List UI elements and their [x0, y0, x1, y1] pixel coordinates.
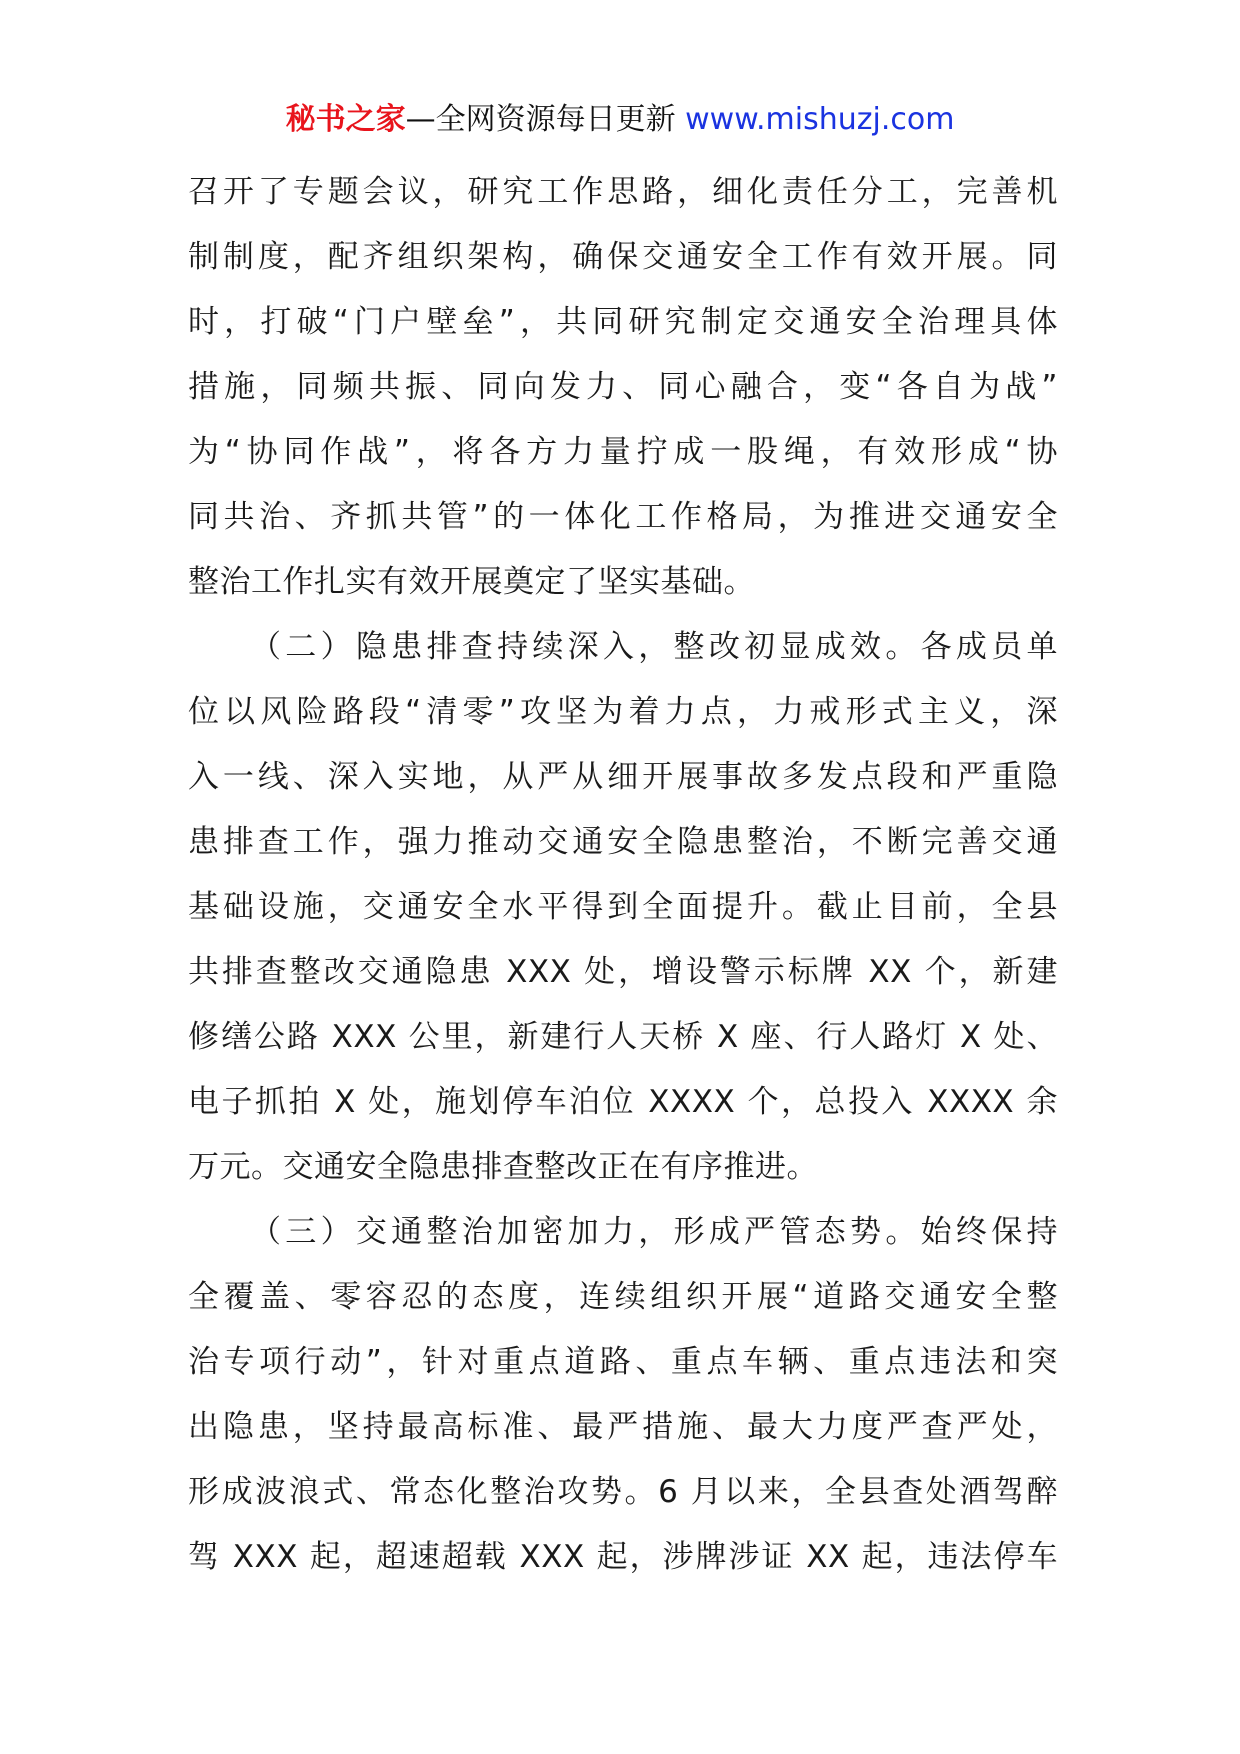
text-line: 出隐患，坚持最高标准、最严措施、最大力度严查严处，	[188, 1409, 1058, 1445]
text-line: 位以风险路段“清零”攻坚为着力点，力戒形式主义，深	[188, 694, 1058, 730]
text-line: 措施，同频共振、同向发力、同心融合，变“各自为战”	[188, 369, 1058, 405]
text-line: 万元。交通安全隐患排查整改正在有序推进。	[188, 1149, 818, 1185]
page-header	[0, 100, 1240, 140]
text-line: 入一线、深入实地，从严从细开展事故多发点段和严重隐	[188, 759, 1058, 795]
text-line: 同共治、齐抓共管”的一体化工作格局，为推进交通安全	[188, 499, 1058, 535]
text-line: 制制度，配齐组织架构，确保交通安全工作有效开展。同	[188, 239, 1058, 275]
text-line: 整治工作扎实有效开展奠定了坚实基础。	[188, 564, 755, 600]
paragraph-heading-2: （二）隐患排查持续深入，整改初显成效。各成员单	[250, 629, 1058, 665]
text-line: 治专项行动”，针对重点道路、重点车辆、重点违法和突	[188, 1344, 1058, 1380]
paragraph-heading-3: （三）交通整治加密加力，形成严管态势。始终保持	[250, 1214, 1058, 1250]
text-line: 基础设施，交通安全水平得到全面提升。截止目前，全县	[188, 889, 1058, 925]
text-line: 时，打破“门户壁垒”，共同研究制定交通安全治理具体	[188, 304, 1058, 340]
document-body	[188, 160, 1058, 1590]
website-url[interactable]: www.mishuzj.com	[685, 102, 955, 137]
text-line: 为“协同作战”，将各方力量拧成一股绳，有效形成“协	[188, 434, 1058, 470]
text-line: 全覆盖、零容忍的态度，连续组织开展“道路交通安全整	[188, 1279, 1058, 1315]
text-line: 驾 XXX 起，超速超载 XXX 起，涉牌涉证 XX 起，违法停车	[188, 1539, 1058, 1575]
text-line: 患排查工作，强力推动交通安全隐患整治，不断完善交通	[188, 824, 1058, 860]
text-line: 修缮公路 XXX 公里，新建行人天桥 X 座、行人路灯 X 处、	[188, 1019, 1058, 1055]
text-line: 召开了专题会议，研究工作思路，细化责任分工，完善机	[188, 174, 1058, 210]
brand-name: 秘书之家	[285, 102, 406, 137]
text-line: 电子抓拍 X 处，施划停车泊位 XXXX 个，总投入 XXXX 余	[188, 1084, 1058, 1120]
text-line: 形成波浪式、常态化整治攻势。6 月以来，全县查处酒驾醉	[188, 1474, 1058, 1510]
header-tagline: —全网资源每日更新	[405, 102, 676, 137]
text-line: 共排查整改交通隐患 XXX 处，增设警示标牌 XX 个，新建	[188, 954, 1058, 990]
